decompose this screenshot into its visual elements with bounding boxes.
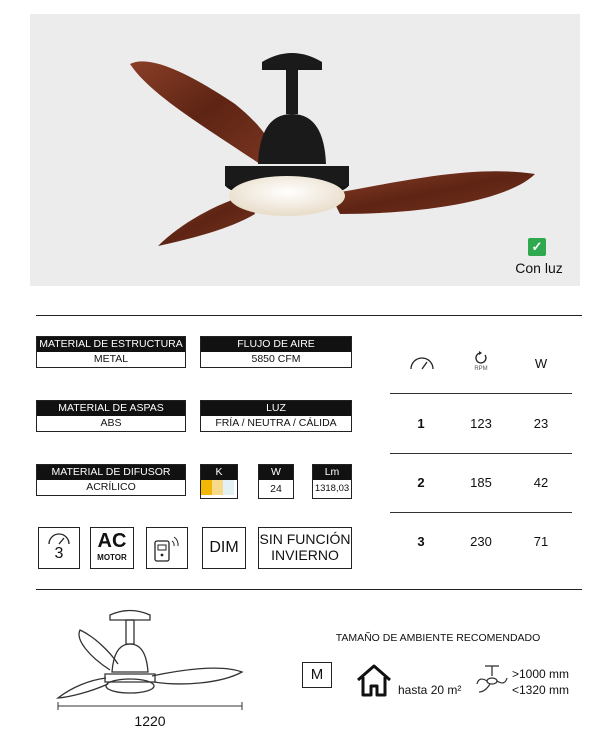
remote-badge xyxy=(146,527,188,569)
remote-control-icon xyxy=(150,531,184,565)
house-icon xyxy=(354,662,394,698)
rpm-cell: 230 xyxy=(470,534,492,549)
table-divider xyxy=(390,512,572,513)
spec-lumens xyxy=(312,464,352,499)
rpm-cell: 123 xyxy=(470,416,492,431)
size-class-badge: M xyxy=(302,662,332,688)
motor-badge xyxy=(90,527,134,569)
swatch-cold xyxy=(223,480,234,495)
area-text: hasta 20 m² xyxy=(398,683,462,697)
height-range xyxy=(512,666,569,698)
spec-luz xyxy=(200,400,352,432)
diameter-label: 1220 xyxy=(134,713,166,729)
spec-aspas xyxy=(36,400,186,432)
gauge-icon xyxy=(408,354,436,372)
spec-label: FLUJO DE AIRE xyxy=(201,337,351,352)
spec-label: MATERIAL DE DIFUSOR xyxy=(37,465,185,480)
divider xyxy=(36,589,582,590)
spec-value: ACRÍLICO xyxy=(37,480,185,495)
swatch-warm xyxy=(201,480,212,495)
fan-outline-drawing xyxy=(50,602,250,717)
speeds-badge xyxy=(38,527,80,569)
w-cell: 71 xyxy=(533,534,549,549)
spec-label: MATERIAL DE ASPAS xyxy=(37,401,185,416)
product-photo xyxy=(30,14,580,286)
spec-value: FRÍA / NEUTRA / CÁLIDA xyxy=(201,416,351,431)
gauge-icon xyxy=(47,531,71,545)
check-icon: ✓ xyxy=(528,238,546,256)
spec-value: ABS xyxy=(37,416,185,431)
light-label: Con luz xyxy=(515,260,563,276)
divider xyxy=(36,315,582,316)
spec-value: METAL xyxy=(37,352,185,367)
table-divider xyxy=(390,453,572,454)
swatch-neutral xyxy=(212,480,223,495)
rotation-icon xyxy=(474,351,488,365)
spec-label: W xyxy=(259,465,293,480)
speeds-count: 3 xyxy=(54,545,64,562)
spec-label: LUZ xyxy=(201,401,351,416)
ceiling-fan-illustration xyxy=(30,14,580,286)
spec-difusor xyxy=(36,464,186,496)
spec-kelvin xyxy=(200,464,238,499)
kelvin-swatches xyxy=(201,480,237,498)
motor-caption: MOTOR xyxy=(97,553,127,562)
spec-watts xyxy=(258,464,294,499)
spec-label: MATERIAL DE ESTRUCTURA xyxy=(37,337,185,352)
spec-flujo xyxy=(200,336,352,368)
winter-line2: INVIERNO xyxy=(271,547,339,563)
rpm-header: RPM xyxy=(474,366,488,372)
rpm-cell: 185 xyxy=(470,475,492,490)
height-min: >1000 mm xyxy=(512,667,570,681)
winter-line1: SIN FUNCIÓN xyxy=(259,531,351,547)
w-cell: 23 xyxy=(533,416,549,431)
spec-estructura xyxy=(36,336,186,368)
room-title: TAMAÑO DE AMBIENTE RECOMENDADO xyxy=(335,632,541,644)
spec-value: 1318,03 xyxy=(313,480,351,498)
w-header: W xyxy=(534,356,548,371)
spec-label: K xyxy=(201,465,237,480)
speed-cell: 1 xyxy=(417,416,425,431)
speed-cell: 2 xyxy=(417,475,425,490)
motor-type: AC xyxy=(97,530,127,552)
dim-badge: DIM xyxy=(202,527,246,569)
spec-value: 5850 CFM xyxy=(201,352,351,367)
spec-label: Lm xyxy=(313,465,351,480)
winter-badge xyxy=(258,527,352,569)
speed-cell: 3 xyxy=(417,534,425,549)
ceiling-height-fan-icon xyxy=(475,664,509,698)
table-divider xyxy=(390,393,572,394)
w-cell: 42 xyxy=(533,475,549,490)
height-max: <1320 mm xyxy=(512,683,570,697)
spec-value: 24 xyxy=(259,480,293,498)
